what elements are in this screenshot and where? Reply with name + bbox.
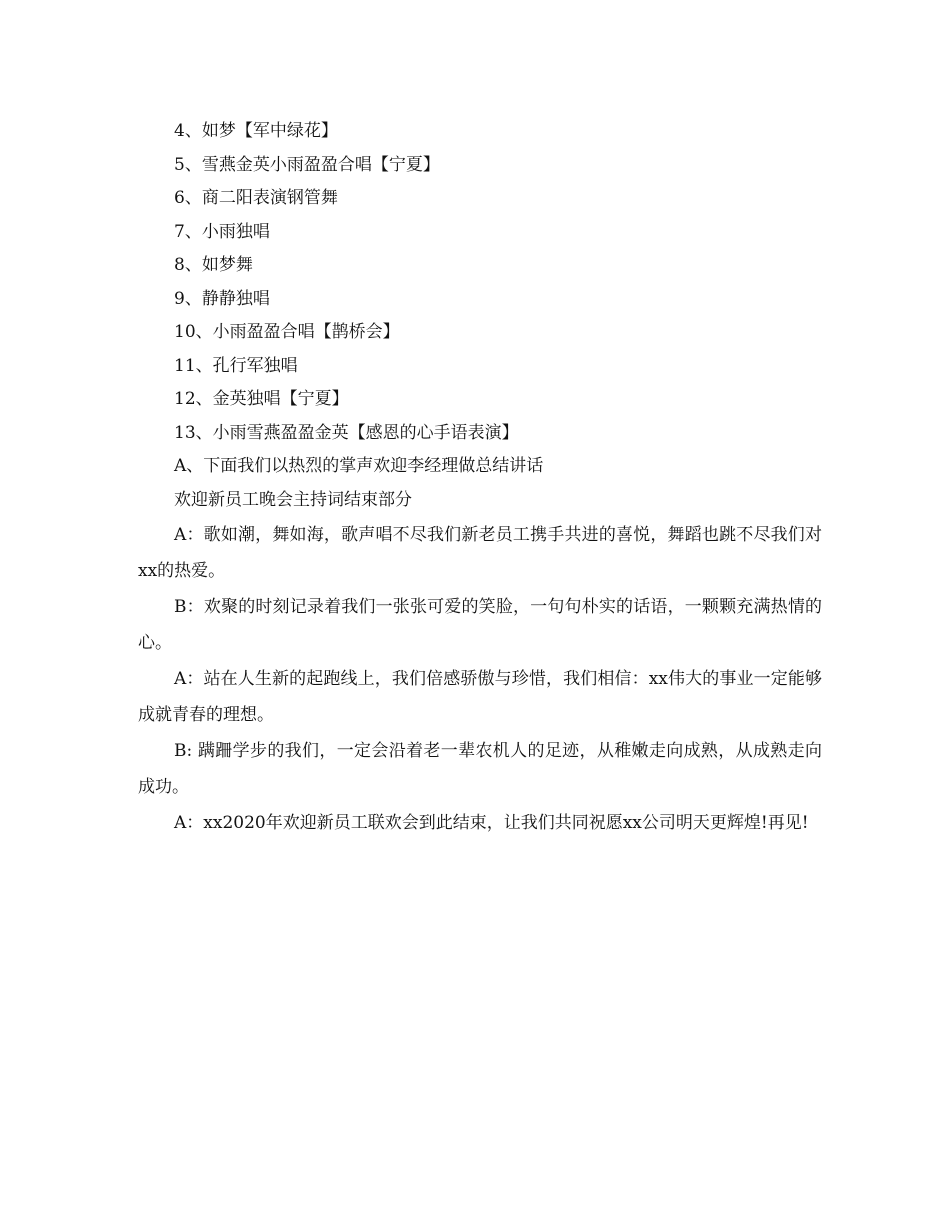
document-body <box>138 115 822 841</box>
program-item: 4、如梦【军中绿花】 <box>174 121 338 141</box>
dialogue-paragraph: B: 蹒跚学步的我们，一定会沿着老一辈农机人的足迹，从稚嫩走向成熟，从成熟走向成功。 <box>138 741 822 797</box>
program-item: 9、静静独唱 <box>174 288 270 309</box>
program-item: 10、小雨盈盈合唱【鹊桥会】 <box>174 322 400 342</box>
dialogue-paragraph: A：歌如潮，舞如海，歌声唱不尽我们新老员工携手共进的喜悦，舞蹈也跳不尽我们对xx的热爱。 <box>138 525 822 581</box>
dialogue-paragraph: B：欢聚的时刻记录着我们一张张可爱的笑脸，一句句朴实的话语，一颗颗充满热情的心。 <box>138 597 822 653</box>
section-heading: 欢迎新员工晚会主持词结束部分 <box>174 489 412 510</box>
dialogue-paragraph: A：xx2020年欢迎新员工联欢会到此结束，让我们共同祝愿xx公司明天更辉煌!再见! <box>174 813 809 833</box>
program-item: 8、如梦舞 <box>174 255 253 275</box>
program-item: 11、孔行军独唱 <box>174 355 298 376</box>
closing-intro: A、下面我们以热烈的掌声欢迎李经理做总结讲话 <box>174 456 544 476</box>
program-item: 6、商二阳表演钢管舞 <box>174 188 338 208</box>
program-item: 13、小雨雪燕盈盈金英【感恩的心手语表演】 <box>174 422 519 443</box>
program-item: 7、小雨独唱 <box>174 221 270 242</box>
program-item: 12、金英独唱【宁夏】 <box>174 389 349 409</box>
program-item: 5、雪燕金英小雨盈盈合唱【宁夏】 <box>174 154 440 175</box>
dialogue-paragraph: A：站在人生新的起跑线上，我们倍感骄傲与珍惜，我们相信：xx伟大的事业一定能够成就青春的理想。 <box>138 669 822 725</box>
